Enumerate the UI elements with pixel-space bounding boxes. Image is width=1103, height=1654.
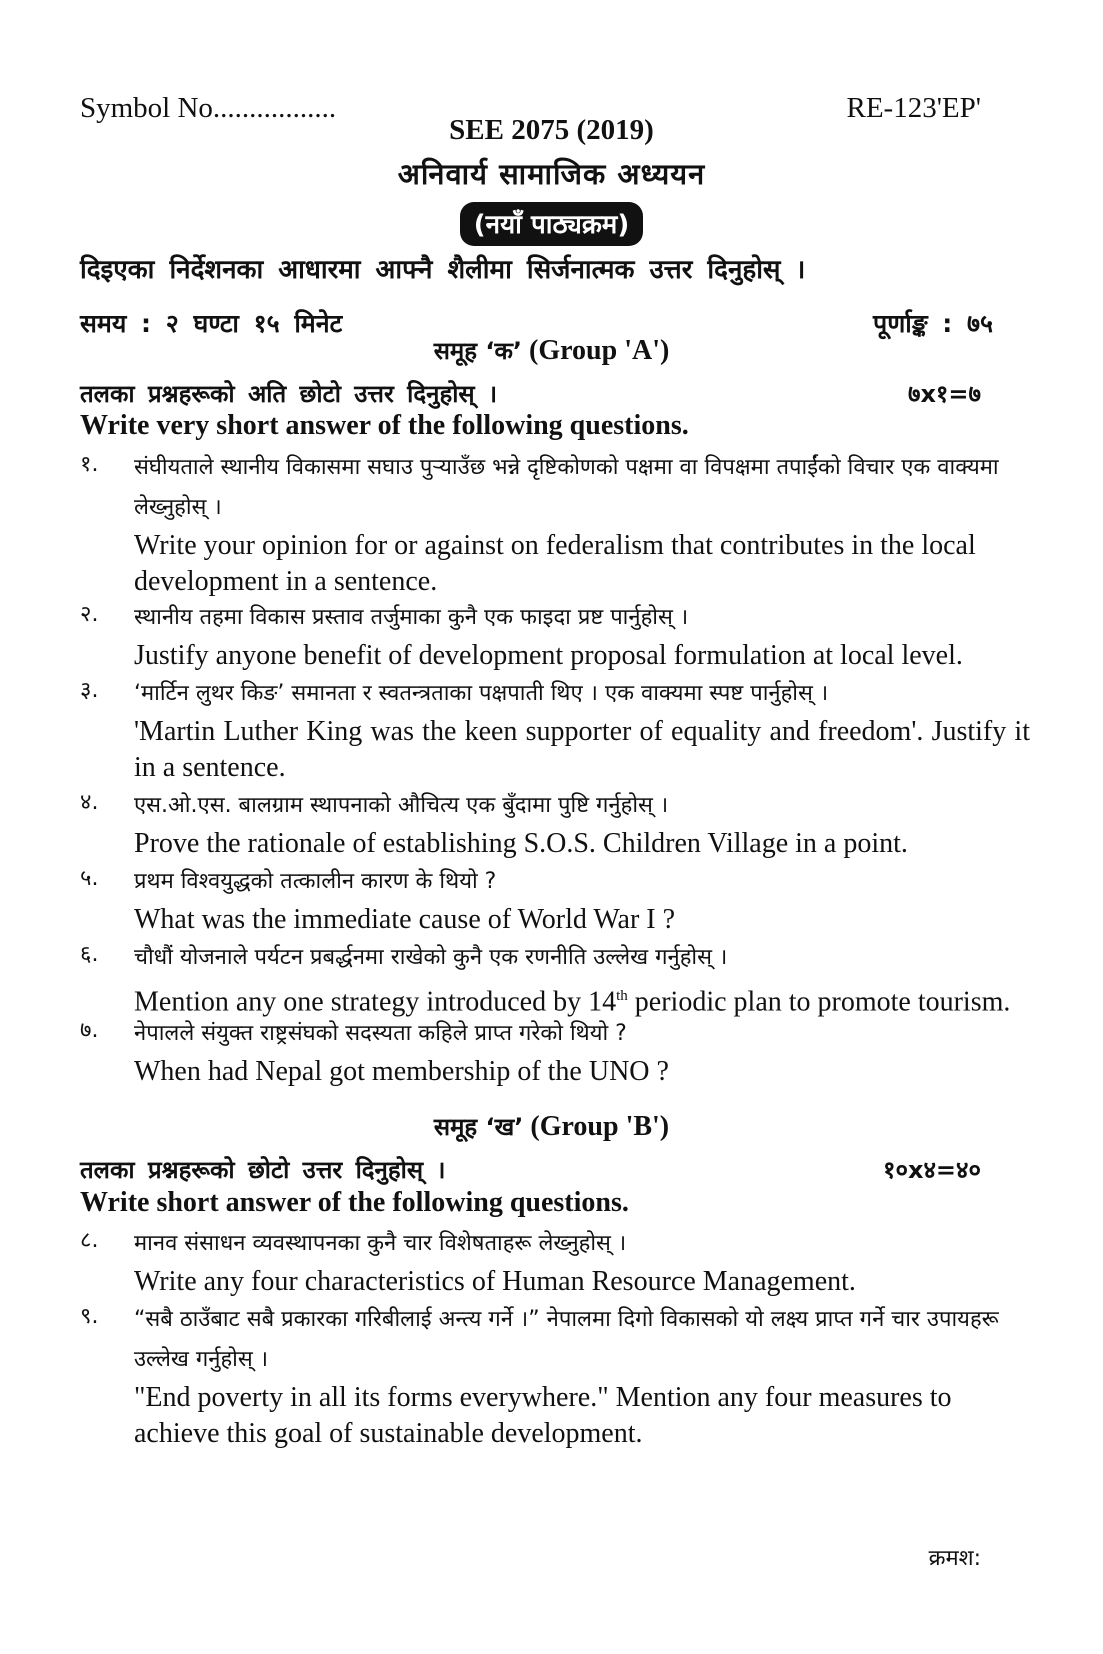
group-b-instruction-en: Write short answer of the following questions. <box>80 1187 629 1218</box>
question-5 <box>80 862 1030 938</box>
curriculum-badge-wrap <box>0 202 1103 246</box>
question-4 <box>80 786 1030 862</box>
question-number: ८. <box>80 1228 99 1253</box>
question-6 <box>80 938 1030 1020</box>
full-marks: पूर्णाङ्क : ७५ <box>873 309 993 338</box>
question-number: ७. <box>80 1018 99 1043</box>
question-text-np: एस.ओ.एस. बालग्राम स्थापनाको औचित्य एक बुँदामा पुष्टि गर्नुहोस् । <box>134 793 669 818</box>
question-9 <box>80 1300 1030 1452</box>
question-text-en-part: Mention any one strategy introduced by 14 <box>134 986 617 1018</box>
question-number: ३. <box>80 678 99 703</box>
question-text-en: When had Nepal got membership of the UNO ? <box>134 1056 669 1087</box>
question-7 <box>80 1014 1030 1090</box>
question-text-en: Write your opinion for or against on federalism that contributes in the local development in a sentence. <box>134 530 976 597</box>
question-text-np: संघीयताले स्थानीय विकासमा सघाउ पुऱ्याउँछ भन्ने दृष्टिकोणको पक्षमा वा विपक्षमा तपाईंको विचार एक वाक्यमा लेख्नुहोस् । <box>134 455 999 520</box>
group-b-marks: १०x४=४० <box>883 1156 981 1184</box>
question-3 <box>80 674 1030 786</box>
continued-label: क्रमश: <box>928 1546 981 1571</box>
group-a-instruction-en: Write very short answer of the following questions. <box>80 410 689 441</box>
question-text-np: स्थानीय तहमा विकास प्रस्ताव तर्जुमाका कुनै एक फाइदा प्रष्ट पार्नुहोस् । <box>134 605 689 630</box>
general-instruction: दिइएका निर्देशनका आधारमा आफ्नै शैलीमा सिर्जनात्मक उत्तर दिनुहोस् । <box>80 255 806 285</box>
group-a-marks: ७x१=७ <box>907 380 981 408</box>
exam-title: SEE 2075 (2019) <box>449 114 654 146</box>
question-number: ५. <box>80 866 99 891</box>
question-text-np: नेपालले संयुक्त राष्ट्रसंघको सदस्यता कहिले प्राप्त गरेको थियो ? <box>134 1021 627 1046</box>
group-a-title-np: समूह ‘क’ <box>433 337 523 365</box>
ordinal-suffix: th <box>616 988 628 1004</box>
time-allowed: समय : २ घण्टा १५ मिनेट <box>80 309 343 338</box>
question-text-en: What was the immediate cause of World War I ? <box>134 904 676 935</box>
subject-title: अनिवार्य सामाजिक अध्ययन <box>397 157 706 191</box>
question-1 <box>80 448 1030 600</box>
group-b-instruction-np: तलका प्रश्नहरूको छोटो उत्तर दिनुहोस् । <box>80 1156 446 1184</box>
group-a-instruction-np: तलका प्रश्नहरूको अति छोटो उत्तर दिनुहोस् । <box>80 380 498 408</box>
question-text-np: चौधौं योजनाले पर्यटन प्रबर्द्धनमा राखेको कुनै एक रणनीति उल्लेख गर्नुहोस् । <box>134 945 728 970</box>
question-text-en-part: periodic plan to promote tourism. <box>627 986 1011 1018</box>
question-number: ९. <box>80 1304 99 1329</box>
question-number: १. <box>80 452 99 477</box>
group-b-title-en: (Group 'B') <box>530 1111 670 1142</box>
question-text-en: 'Martin Luther King was the keen supporter of equality and freedom'. Justify it in a sentence. <box>134 716 1030 783</box>
group-b-title-np: समूह ‘ख’ <box>433 1113 524 1141</box>
question-number: २. <box>80 602 99 627</box>
question-text-en: Justify anyone benefit of development proposal formulation at local level. <box>134 640 963 671</box>
question-text-np: ‘मार्टिन लुथर किङ’ समानता र स्वतन्त्रताका पक्षपाती थिए । एक वाक्यमा स्पष्ट पार्नुहोस् । <box>134 681 829 706</box>
group-a-title-en: (Group 'A') <box>529 335 670 366</box>
question-text-en: Prove the rationale of establishing S.O.S. Children Village in a point. <box>134 828 908 859</box>
question-8 <box>80 1224 1030 1300</box>
question-2 <box>80 598 1030 674</box>
question-number: ४. <box>80 790 99 815</box>
group-a-heading <box>0 334 1103 367</box>
group-b-heading <box>0 1110 1103 1143</box>
question-text-np: मानव संसाधन व्यवस्थापनका कुनै चार विशेषताहरू लेख्नुहोस् । <box>134 1231 627 1256</box>
question-text-en: Write any four characteristics of Human Resource Management. <box>134 1266 856 1297</box>
question-text-np: “सबै ठाउँबाट सबै प्रकारका गरिबीलाई अन्त्य गर्ने ।” नेपालमा दिगो विकासको यो लक्ष्य प्राप्त गर्ने चार उपायहरू उल्लेख गर्नुहोस् । <box>134 1307 999 1372</box>
symbol-number: Symbol No................. <box>80 92 337 124</box>
question-number: ६. <box>80 942 99 967</box>
question-text-en: "End poverty in all its forms everywhere." Mention any four measures to achieve this goal of sustainable development. <box>134 1382 952 1449</box>
question-text-np: प्रथम विश्वयुद्धको तत्कालीन कारण के थियो ? <box>134 869 497 894</box>
curriculum-badge: (नयाँ पाठ्यक्रम) <box>460 202 643 246</box>
paper-code: RE-123'EP' <box>846 92 981 124</box>
